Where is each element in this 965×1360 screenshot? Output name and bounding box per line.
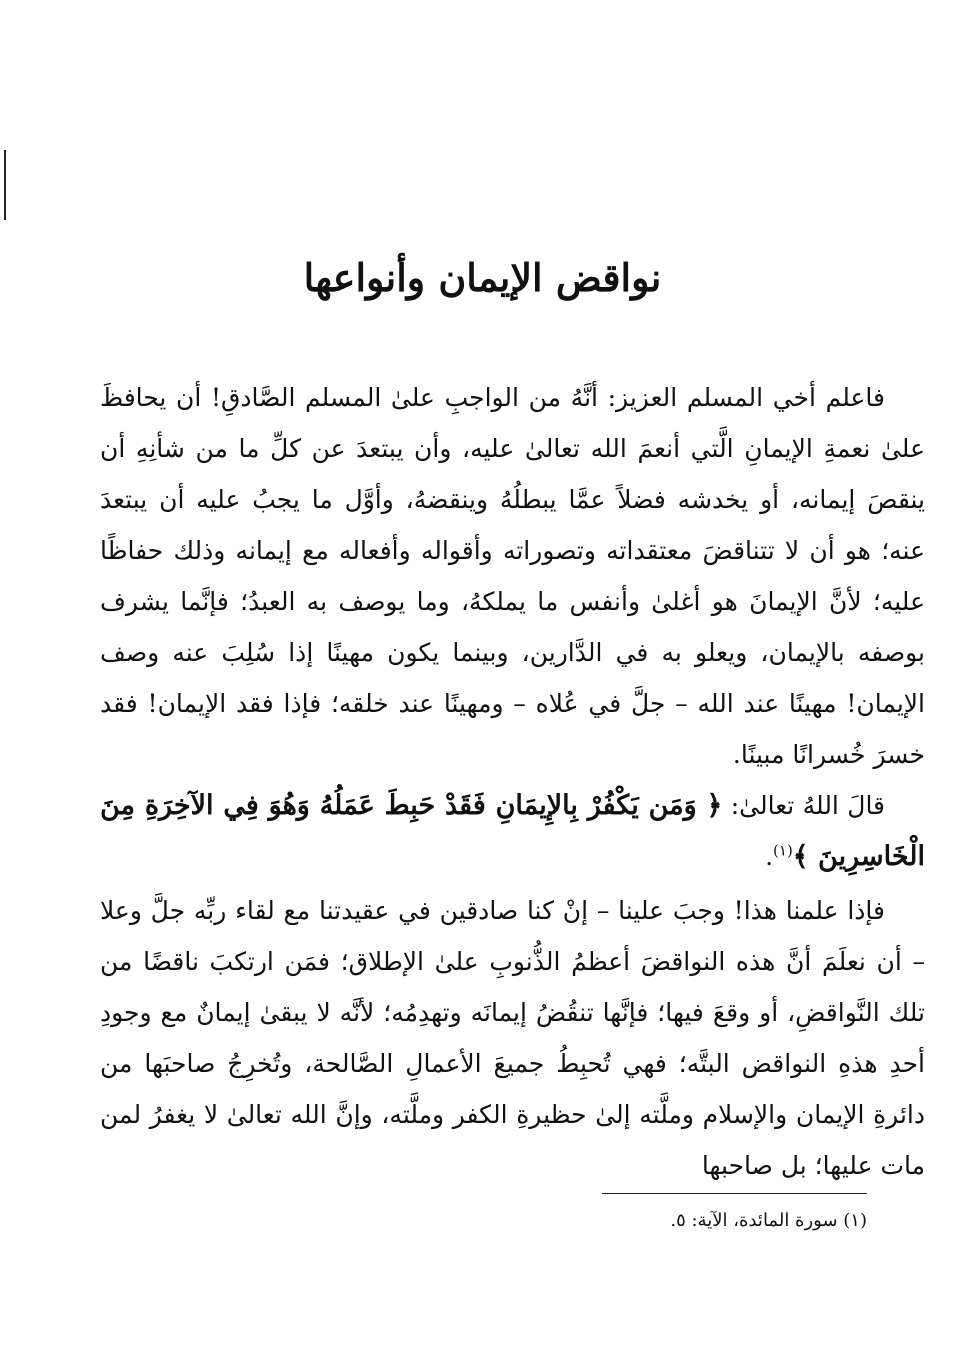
verse-end: . bbox=[765, 842, 774, 871]
footnote: (١) سورة المائدة، الآية: ٥. bbox=[670, 1210, 867, 1231]
paragraph-1: فاعلم أخي المسلم العزيز: أنَّهُ من الواجبِ علىٰ المسلم الصَّادقِ! أن يحافظَ علىٰ نعمةِ الإيمانِ الَّتي أنعمَ الله تعالىٰ عليه، وأن يبتعدَ عن كلِّ ما من شأنِهِ أن ينقصَ إيمانه، أو يخدشه فضلاً عمَّا يبطلُهُ وينقضهُ، وأوَّل ما يجبُ عليه أن يبتعدَ عنه؛ هو أن لا تتناقضَ معتقداته وتصوراته وأقواله وأفعاله مع إيمانه وذلك حفاظًا عليه؛ لأنَّ الإيمانَ هو أغلىٰ وأنفس ما يملكهُ، وما يوصف به العبدُ؛ فإنَّما يشرف بوصفه بالإيمان، ويعلو به في الدَّارين، وبينما يكون مهينًا إذا سُلِبَ عنه وصف الإيمان! مهينًا عند الله – جلَّ في عُلاه – ومهينًا عند خلقه؛ فإذا فقد الإيمان! فقد خسرَ خُسرانًا مبينًا. bbox=[100, 383, 925, 769]
footnote-divider bbox=[602, 1193, 867, 1194]
page-edge-line bbox=[4, 150, 6, 220]
main-text bbox=[100, 372, 925, 1191]
page-title: نواقض الإيمان وأنواعها bbox=[303, 255, 662, 300]
quran-verse: ﴿ وَمَن يَكْفُرْ بِالإِيمَانِ فَقَدْ حَبِطَ عَمَلُهُ وَهُوَ فِي الآخِرَةِ مِنَ الْخَاسِرِينَ ﴾ bbox=[100, 790, 925, 872]
footnote-ref: (١) bbox=[773, 841, 793, 860]
paragraph-2: فإذا علمنا هذا! وجبَ علينا – إنْ كنا صادقين في عقيدتنا مع لقاء ربِّه جلَّ وعلا – أن نعلَمَ أنَّ هذه النواقضَ أعظمُ الذُّنوبِ علىٰ الإطلاق؛ فمَن ارتكبَ ناقضًا من تلك النَّواقضِ، أو وقعَ فيها؛ فإنَّها تنقُضُ إيمانَه وتهدِمُه؛ لأنَّه لا يبقىٰ إيمانٌ مع وجودِ أحدِ هذهِ النواقض البتَّه؛ فهي تُحبِطُ جميعَ الأعمالِ الصَّالحة، وتُخرِجُ صاحبَها من دائرةِ الإيمان والإسلام وملَّته إلىٰ حظيرةِ الكفر وملَّته، وإنَّ الله تعالىٰ لا يغفرُ لمن مات عليها؛ بل صاحبها bbox=[100, 896, 925, 1180]
verse-intro: قالَ اللهُ تعالىٰ: bbox=[722, 791, 886, 820]
verse-paragraph bbox=[100, 780, 925, 882]
